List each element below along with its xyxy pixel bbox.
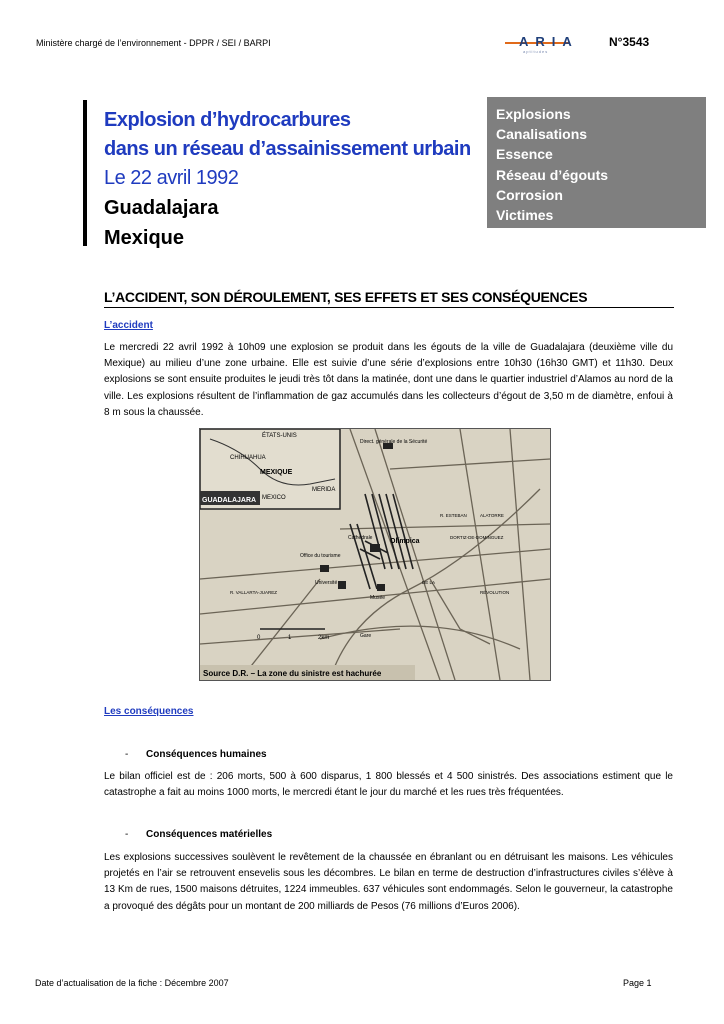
fiche-number: N°3543 xyxy=(609,35,650,49)
title-line-2: dans un réseau d’assainissement urbain xyxy=(104,138,471,160)
footer-date: Date d’actualisation de la fiche : Décembre 2007 xyxy=(35,978,229,988)
logo-subtext: aptitudes xyxy=(523,49,549,54)
map-label: Université xyxy=(315,580,338,586)
map-label: R. ESTEBAN xyxy=(440,513,467,518)
map-scale-label: 0 xyxy=(257,635,261,641)
title-country: Mexique xyxy=(104,227,185,249)
map-inset-label: ÉTATS-UNIS xyxy=(262,433,297,439)
map-label: Office du tourisme xyxy=(300,553,341,559)
keyword: Canalisations xyxy=(496,126,588,142)
material-consequences-paragraph: Les explosions successives soulèvent le revêtement de la chaussée en ébranlant ou en détruisant les maisons. Les véhicules projetés en l’air se retrouvent ensevelis sous les décombres. Le bilan en terme de destruction d’infrastructures civiles s’élève à 13 Km de rues, 1500 maisons détruites, 1224 immeubles. 637 véhicules sont endommagés. Selon le gouverneur, la catastrophe a provoqué des dégâts pour un montant de 200 milliards de Pesos (76 millions d’Euros 2006). xyxy=(104,852,673,912)
aria-logo xyxy=(505,34,579,54)
title-bar xyxy=(83,100,87,246)
title-city: Guadalajara xyxy=(104,197,219,219)
map-inset-label: GUADALAJARA xyxy=(202,497,257,504)
map-caption: Source D.R. – La zone du sinistre est hachurée xyxy=(203,669,382,678)
map-inset-label: MERIDA xyxy=(312,487,336,493)
keyword: Réseau d’égouts xyxy=(496,167,609,183)
human-consequences-paragraph: Le bilan officiel est de : 206 morts, 500 à 600 disparus, 1 800 blessés et 4 500 sinistrés. Des associations estiment que le catastrophe a fait au moins 1000 morts, le mercredi étant le jour du marché et les rues très fréquentées. xyxy=(104,771,673,799)
footer-page: Page 1 xyxy=(623,978,652,988)
title-line-1: Explosion d’hydrocarbures xyxy=(104,109,351,131)
accident-map xyxy=(199,428,551,681)
map-inset-label: MEXIQUE xyxy=(260,469,293,476)
map-label: DE LA xyxy=(422,580,436,585)
map-label: DORTIZ-DE-DOMINGUEZ xyxy=(450,535,504,540)
keyword: Explosions xyxy=(496,106,571,122)
bullet-dash: - xyxy=(125,749,129,760)
map-label: Cathédrale xyxy=(348,535,373,541)
keyword: Corrosion xyxy=(496,187,563,203)
logo-text: ARIA xyxy=(519,34,579,49)
bullet-dash: - xyxy=(125,829,129,840)
map-inset-label: CHIHUAHUA xyxy=(230,455,266,461)
map-label: RÉVOLUTION xyxy=(480,590,510,595)
map-label: R. VALLARTA-JUAREZ xyxy=(230,590,278,595)
map-label: Olímpica xyxy=(390,538,420,545)
title-date: Le 22 avril 1992 xyxy=(104,167,239,189)
material-consequences-label: Conséquences matérielles xyxy=(146,829,273,840)
accident-paragraph: Le mercredi 22 avril 1992 à 10h09 une explosion se produit dans les égouts de la ville de Guadalajara (deuxième ville du Mexique) au milieu d’une zone urbaine. Elle est suivie d’une série d’explosions entre 10h30 (16h30 GMT) et 11h30. Deux explosions se sont ensuite produites le jeudi très tôt dans la matinée, dont une dans le quartier industriel d’Alamos au nord de la ville. Les explosions résultent de l’inflammation de gaz accumulés dans les collecteurs d’égout de 3,50 m de diamètre, enfoui à 8 m sous la chaussée. xyxy=(104,342,673,418)
map-inset-label: MEXICO xyxy=(262,495,286,501)
map-label: ALATORRE xyxy=(480,513,504,518)
map-label: Direct. générale de la Sécurité xyxy=(360,439,428,445)
section-divider xyxy=(104,307,674,308)
keyword: Essence xyxy=(496,146,553,162)
map-drawing xyxy=(200,429,550,680)
consequences-heading[interactable]: Les conséquences xyxy=(104,706,194,717)
title-block xyxy=(104,106,471,253)
human-consequences-label: Conséquences humaines xyxy=(146,749,267,760)
map-scale-label: 1 xyxy=(288,635,292,641)
map-label: Musée xyxy=(370,595,386,601)
map-label: Gare xyxy=(360,633,372,639)
map-scale-label: 2km xyxy=(318,635,330,641)
keywords-box xyxy=(487,97,706,228)
accident-heading[interactable]: L’accident xyxy=(104,320,153,331)
ministry-header: Ministère chargé de l’environnement - DPPR / SEI / BARPI xyxy=(36,38,271,48)
section-title: L’ACCIDENT, SON DÉROULEMENT, SES EFFETS ET SES CONSÉQUENCES xyxy=(104,289,588,305)
keyword: Victimes xyxy=(496,207,554,223)
